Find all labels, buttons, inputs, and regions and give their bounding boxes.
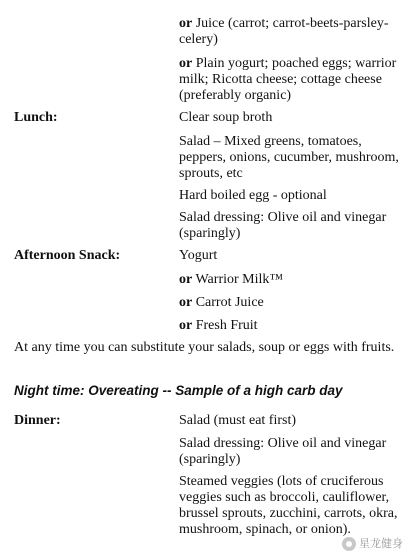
watermark-text: 星龙健身 <box>359 537 403 550</box>
night-time-heading: Night time: Overeating -- Sample of a high carb day <box>14 383 343 398</box>
juice-option: or Juice (carrot; carrot-beets-parsley-celery) <box>179 16 389 47</box>
substitution-note: At any time you can substitute your salads, soup or eggs with fruits. <box>14 340 395 355</box>
snack-or-item: or Carrot Juice <box>179 295 264 310</box>
lunch-item: Clear soup broth <box>179 110 273 125</box>
lunch-item: Salad dressing: Olive oil and vinegar (sparingly) <box>179 210 387 241</box>
snack-or-item: or Fresh Fruit <box>179 318 258 333</box>
watermark <box>342 536 403 552</box>
afternoon-snack-label: Afternoon Snack: <box>14 248 121 263</box>
wechat-logo-icon <box>342 537 356 551</box>
lunch-label: Lunch: <box>14 110 58 125</box>
lunch-item: Hard boiled egg - optional <box>179 188 327 203</box>
dinner-item: Salad dressing: Olive oil and vinegar (sparingly) <box>179 436 387 467</box>
dinner-item: Steamed veggies (lots of cruciferous veggies such as broccoli, cauliflower, brussel sprouts, zucchini, carrots, okra, mushroom, spinach, or onion). <box>179 474 398 537</box>
snack-or-item: or Warrior Milk™ <box>179 272 284 287</box>
dinner-item: Salad (must eat first) <box>179 413 297 428</box>
lunch-item: Salad – Mixed greens, tomatoes, peppers, onions, cucumber, mushroom, sprouts, etc <box>179 134 399 181</box>
dinner-label: Dinner: <box>14 413 61 428</box>
yogurt-option: or Plain yogurt; poached eggs; warrior milk; Ricotta cheese; cottage cheese (preferably organic) <box>179 56 397 103</box>
snack-item: Yogurt <box>179 248 218 263</box>
